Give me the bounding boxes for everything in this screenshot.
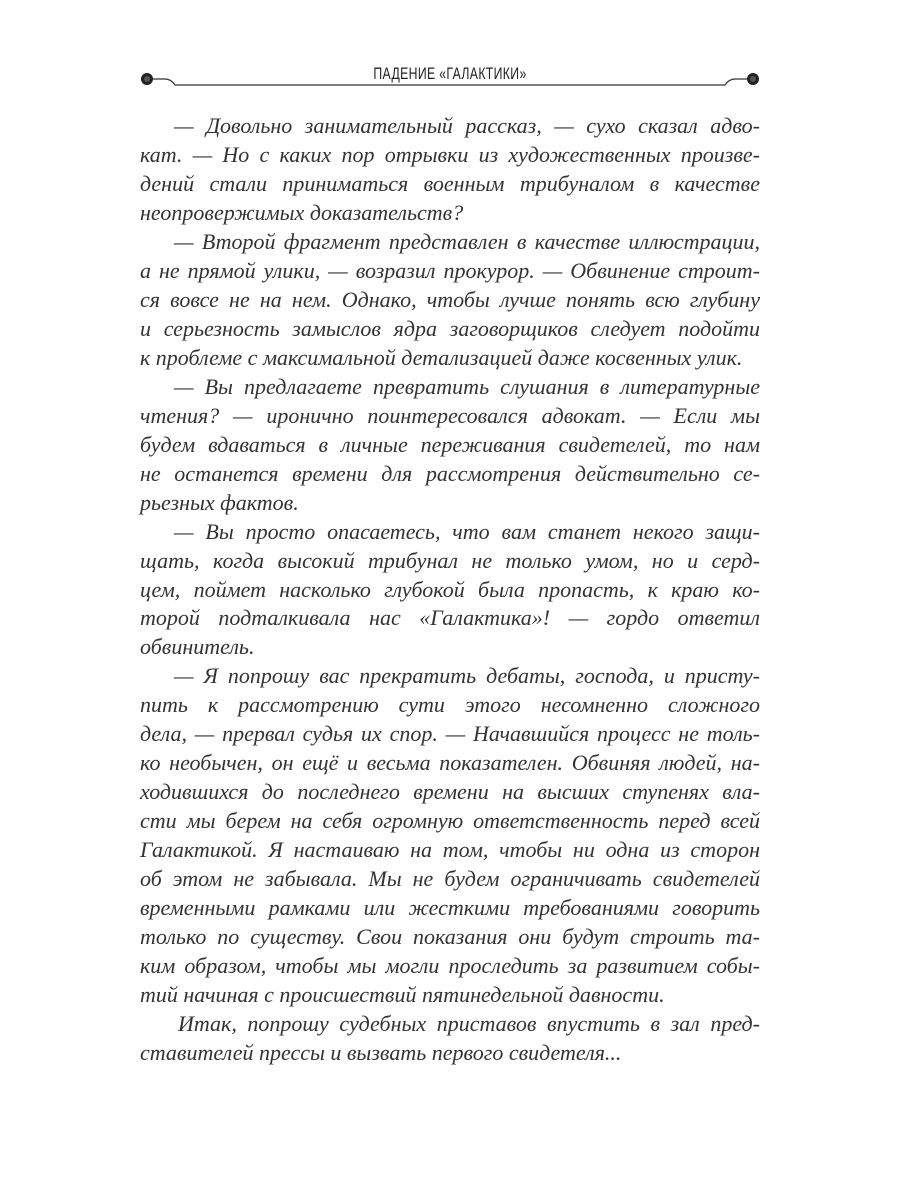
text-line: — Довольно занимательный рассказ, — сухо сказал адво- [174,113,760,138]
text-line: торой подталкивала нас «Галактика»! — гордо ответил [140,605,760,631]
text-line: ставителей прессы и вызвать первого свидетеля... [140,1040,622,1065]
text-line: щать, когда высокий трибунал не только умом, но и серд- [140,547,760,573]
text-line: только по существу. Свои показания они будут строить та- [140,924,760,950]
text-line: дений стали приниматься военным трибуналом в качестве [140,170,760,196]
text-line: об этом не забывала. Мы не будем ограничивать свидетелей [140,866,760,892]
text-line: — Вы предлагаете превратить слушания в литературные [174,373,760,399]
text-line: ходившихся до последнего времени на высших ступенях вла- [140,779,760,805]
text-line: — Второй фрагмент представлен в качестве иллюстрации, [174,228,760,254]
text-line: ким образом, чтобы мы могли проследить за развитием собы- [140,953,760,979]
text-line: тий начиная с происшествий пятинедельной давности. [140,982,665,1008]
paragraph [140,112,760,228]
text-line: чтения? — иронично поинтересовался адвокат. — Если мы [140,402,760,428]
right-ornament-icon [747,73,759,85]
text-line: а не прямой улики, — возразил прокурор. — Обвинение строит- [140,257,760,283]
paragraph [140,373,760,518]
text-line: и серьезность замыслов ядра заговорщиков следует подойти [140,315,760,341]
text-line: дела, — прервал судья их спор. — Начавшийся процесс не толь- [140,721,760,747]
left-ornament-icon [141,73,153,85]
text-line: Галактикой. Я настаиваю на том, чтобы ни одна из сторон [140,837,760,863]
running-header [135,60,765,96]
text-line: рьезных фактов. [140,489,299,515]
text-line: цем, поймет насколько глубокой была пропасть, к краю ко- [140,576,760,602]
text-line: будем вдаваться в личные переживания свидетелей, то нам [140,431,760,457]
body-text [140,112,760,1068]
text-line: Итак, попрошу судебных приставов впустить в зал пред- [178,1011,760,1037]
text-line: не останется времени для рассмотрения действительно се- [140,460,760,486]
running-title: ПАДЕНИЕ «ГАЛАКТИКИ» [373,64,527,83]
text-line: пить к рассмотрению сути этого несомненно сложного [140,692,760,718]
text-line: ся вовсе не на нем. Однако, чтобы лучше понять всю глубину [140,286,760,312]
paragraph [140,662,760,1010]
text-line: кат. — Но с каких пор отрывки из художественных произве- [140,141,760,167]
text-line: к проблеме с максимальной детализацией даже косвенных улик. [140,344,743,370]
text-line: обвинитель. [140,634,255,660]
text-line: неопровержимых доказательств? [140,199,464,225]
text-line: — Вы просто опасаетесь, что вам станет некого защи- [174,518,760,544]
text-line: временными рамками или жесткими требованиями говорить [140,895,760,921]
text-line: — Я попрошу вас прекратить дебаты, господа, и присту- [174,663,760,689]
paragraph [140,1010,760,1068]
paragraph [140,228,760,373]
text-line: ко необычен, он ещё и весьма показателен. Обвиняя людей, на- [140,750,760,776]
paragraph [140,518,760,663]
text-line: сти мы берем на себя огромную ответственность перед всей [140,808,760,834]
